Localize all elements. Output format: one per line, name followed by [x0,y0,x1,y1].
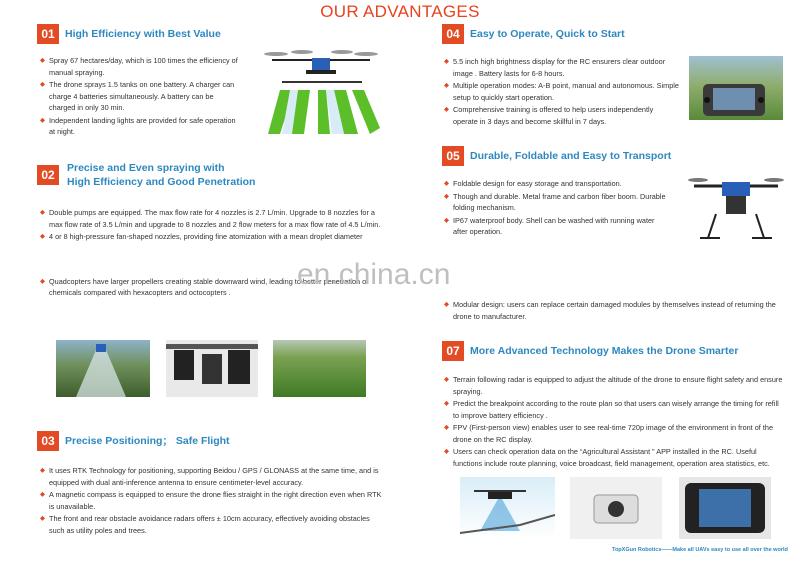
nozzles-photo [166,340,258,397]
list-item: ◆ Though and durable. Metal frame and carbon fiber boom. Durable folding mechanism. [444,191,669,214]
list-item: ◆ Spray 67 hectares/day, which is 100 times the efficiency of manual spraying. [40,55,240,78]
section-05-bullets [444,178,669,239]
list-item: ◆ Independent landing lights are provided for safe operation at night. [40,115,240,138]
section-title: Durable, Foldable and Easy to Transport [470,150,672,162]
section-title: More Advanced Technology Makes the Drone Smarter [470,345,739,357]
list-item: ◆ IP67 waterproof body. Shell can be washed with running water after operation. [444,215,669,238]
list-item: ◆ The drone sprays 1.5 tanks on one battery. A charger can charge 4 batteries simultaneously. A battery can be charged in only 30 min. [40,79,240,114]
list-item: ◆ Foldable design for easy storage and transportation. [444,178,669,190]
section-number: 05 [442,146,464,166]
section-title-line1: Precise and Even spraying with [67,162,225,174]
page-title: OUR ADVANTAGES [320,2,480,21]
list-item: ◆ The front and rear obstacle avoidance radars offers ± 10cm accuracy, effectively avoiding obstacles such as utility poles and trees. [40,513,385,536]
section-title: Precise Positioning； Safe Flight [65,435,230,447]
section-02-header [37,161,255,189]
section-title: High Efficiency with Best Value [65,28,221,40]
section-07-bullets [444,374,786,470]
crop-field-photo [273,340,366,397]
section-01-bullets [40,55,240,139]
section-05-bullets-continued [444,299,789,323]
section-number: 03 [37,431,59,451]
list-item: ◆ 4 or 8 high-pressure fan-shaped nozzles, providing fine atomization with a mean droplet diameter [40,231,385,243]
watermark: en.china.cn [297,258,451,291]
list-item: ◆ Double pumps are equipped. The max flow rate for 4 nozzles is 2.7 L/min. Upgrade to 8 nozzles for a max flow rate of 3.5 L/min and upgrade to 8 nozzles and 2 flow meters for a max flow rate of 4.5 L/min. [40,207,385,230]
spraying-drone-illustration [262,42,380,138]
section-number: 01 [37,24,59,44]
footer-tagline: TopXGun Robotics——Make all UAVs easy to use all over the world [612,547,788,553]
fpv-camera-photo [570,477,662,539]
list-item: ◆ 5.5 inch high brightness display for the RC ensurers clear outdoor image . Battery lasts for 6-8 hours. [444,56,679,79]
list-item: ◆ Quadcopters have larger propellers creating stable downward wind, leading to better penetration of chemicals compared with hexacopters and octocopters . [40,276,385,299]
list-item: ◆ Predict the breakpoint according to the route plan so that users can wisely arrange the timing for refill to improve battery efficiency . [444,398,786,421]
section-number: 07 [442,341,464,361]
section-number: 04 [442,24,464,44]
section-03-bullets [40,465,385,537]
list-item: ◆ A magnetic compass is equipped to ensure the drone flies straight in the right direction even when RTK is unavailable. [40,489,385,512]
list-item: ◆ It uses RTK Technology for positioning, supporting Beidou / GPS / GLONASS at the same time, and is equipped with dual anti-inference antenna to ensure centimeter-level accuracy. [40,465,385,488]
section-01-header [37,24,221,44]
list-item: ◆ Users can check operation data on the “Agricultural Assistant ” APP installed in the RC. Useful functions include route planning, voice broadcast, field management, operation area statistics, etc. [444,446,786,469]
remote-controller-photo [689,56,783,120]
section-07-header [442,341,738,361]
section-05-header [442,146,671,166]
section-number: 02 [37,165,59,185]
terrain-radar-photo [460,477,555,539]
rc-display-photo [679,477,771,539]
list-item: ◆ FPV (First-person view) enables user to see real-time 720p image of the environment in front of the drone on the RC display. [444,422,786,445]
list-item: ◆ Multiple operation modes: A-B point, manual and autonomous. Simple setup to quickly start operation. [444,80,679,103]
spray-close-up-photo [56,340,150,397]
section-04-bullets [444,56,679,128]
list-item: ◆ Terrain following radar is equipped to adjust the altitude of the drone to ensure flight safety and ensure spraying. [444,374,786,397]
section-03-header [37,431,230,451]
list-item: ◆ Modular design: users can replace certain damaged modules by themselves instead of returning the drone to manufacturer. [444,299,789,322]
list-item: ◆ Comprehensive training is offered to help users independently operate in 3 days and become skillful in 7 days. [444,104,679,127]
section-04-header [442,24,625,44]
section-title: Easy to Operate, Quick to Start [470,28,625,40]
foldable-drone-illustration [686,172,786,244]
section-title-line2: High Efficiency and Good Penetration [67,176,256,188]
